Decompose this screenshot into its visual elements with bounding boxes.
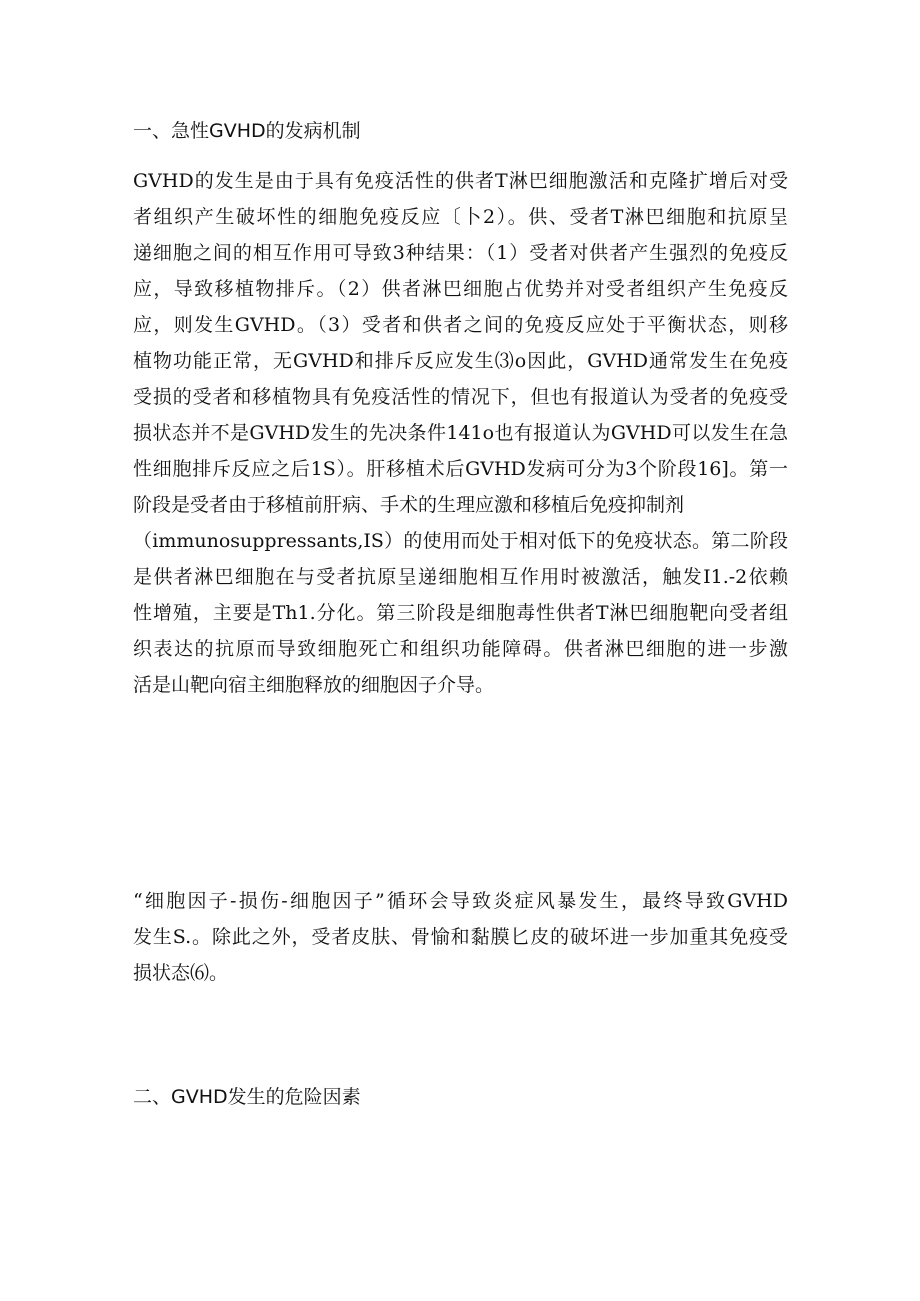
- text-line: （immunosuppressants,IS）的使用而处于相对低下的免疫状态。第二阶段: [133, 530, 788, 552]
- text-line: 应，导致移植物排斥。（2）供者淋巴细胞占优势并对受者组织产生免疫反: [133, 278, 788, 300]
- section-heading-pathogenesis: 一、急性GVHD的发病机制: [133, 120, 361, 142]
- text-line: “细胞因子-损伤-细胞因子”循环会导致炎症风暴发生，最终导致GVHD: [133, 890, 788, 912]
- text-line: 阶段是受者由于移植前肝病、手术的生理应激和移植后免疫抑制剂: [133, 494, 685, 516]
- text-line: 植物功能正常，无GVHD和排斥反应发生⑶o因此，GVHD通常发生在免疫: [133, 350, 788, 372]
- text-line: 性细胞排斥反应之后1S）。肝移植术后GVHD发病可分为3个阶段16]。第一: [133, 458, 788, 480]
- paragraph-pathogenesis: [133, 163, 788, 703]
- text-line: 活是山靶向宿主细胞释放的细胞因子介导。: [133, 674, 495, 696]
- section-heading-risk-factors: 二、GVHD发生的危险因素: [133, 1086, 361, 1108]
- text-line: 性增殖，主要是Th1.分化。第三阶段是细胞毒性供者T淋巴细胞靶向受者组: [133, 602, 788, 624]
- text-line: 者组织产生破坏性的细胞免疫反应〔卜2）。供、受者T淋巴细胞和抗原呈: [133, 206, 788, 228]
- text-line: 递细胞之间的相互作用可导致3种结果：（1）受者对供者产生强烈的免疫反: [133, 242, 788, 264]
- text-line: 损状态⑹。: [133, 962, 229, 984]
- text-line: 受损的受者和移植物具有免疫活性的情况下，但也有报道认为受者的免疫受: [133, 386, 788, 408]
- text-line: 织表达的抗原而导致细胞死亡和组织功能障碍。供者淋巴细胞的进一步激: [133, 638, 788, 660]
- paragraph-cytokine-cycle: [133, 883, 788, 991]
- text-line: 发生S.。除此之外，受者皮肤、骨愉和黏膜匕皮的破坏进一步加重其免疫受: [133, 926, 788, 948]
- text-line: GVHD的发生是由于具有免疫活性的供者T淋巴细胞激活和克隆扩增后对受: [133, 170, 788, 192]
- text-line: 应，则发生GVHD。（3）受者和供者之间的免疫反应处于平衡状态，则移: [133, 314, 788, 336]
- text-line: 是供者淋巴细胞在与受者抗原呈递细胞相互作用时被激活，触发I1.-2依赖: [133, 566, 788, 588]
- text-line: 损状态并不是GVHD发生的先决条件141o也有报道认为GVHD可以发生在急: [133, 422, 788, 444]
